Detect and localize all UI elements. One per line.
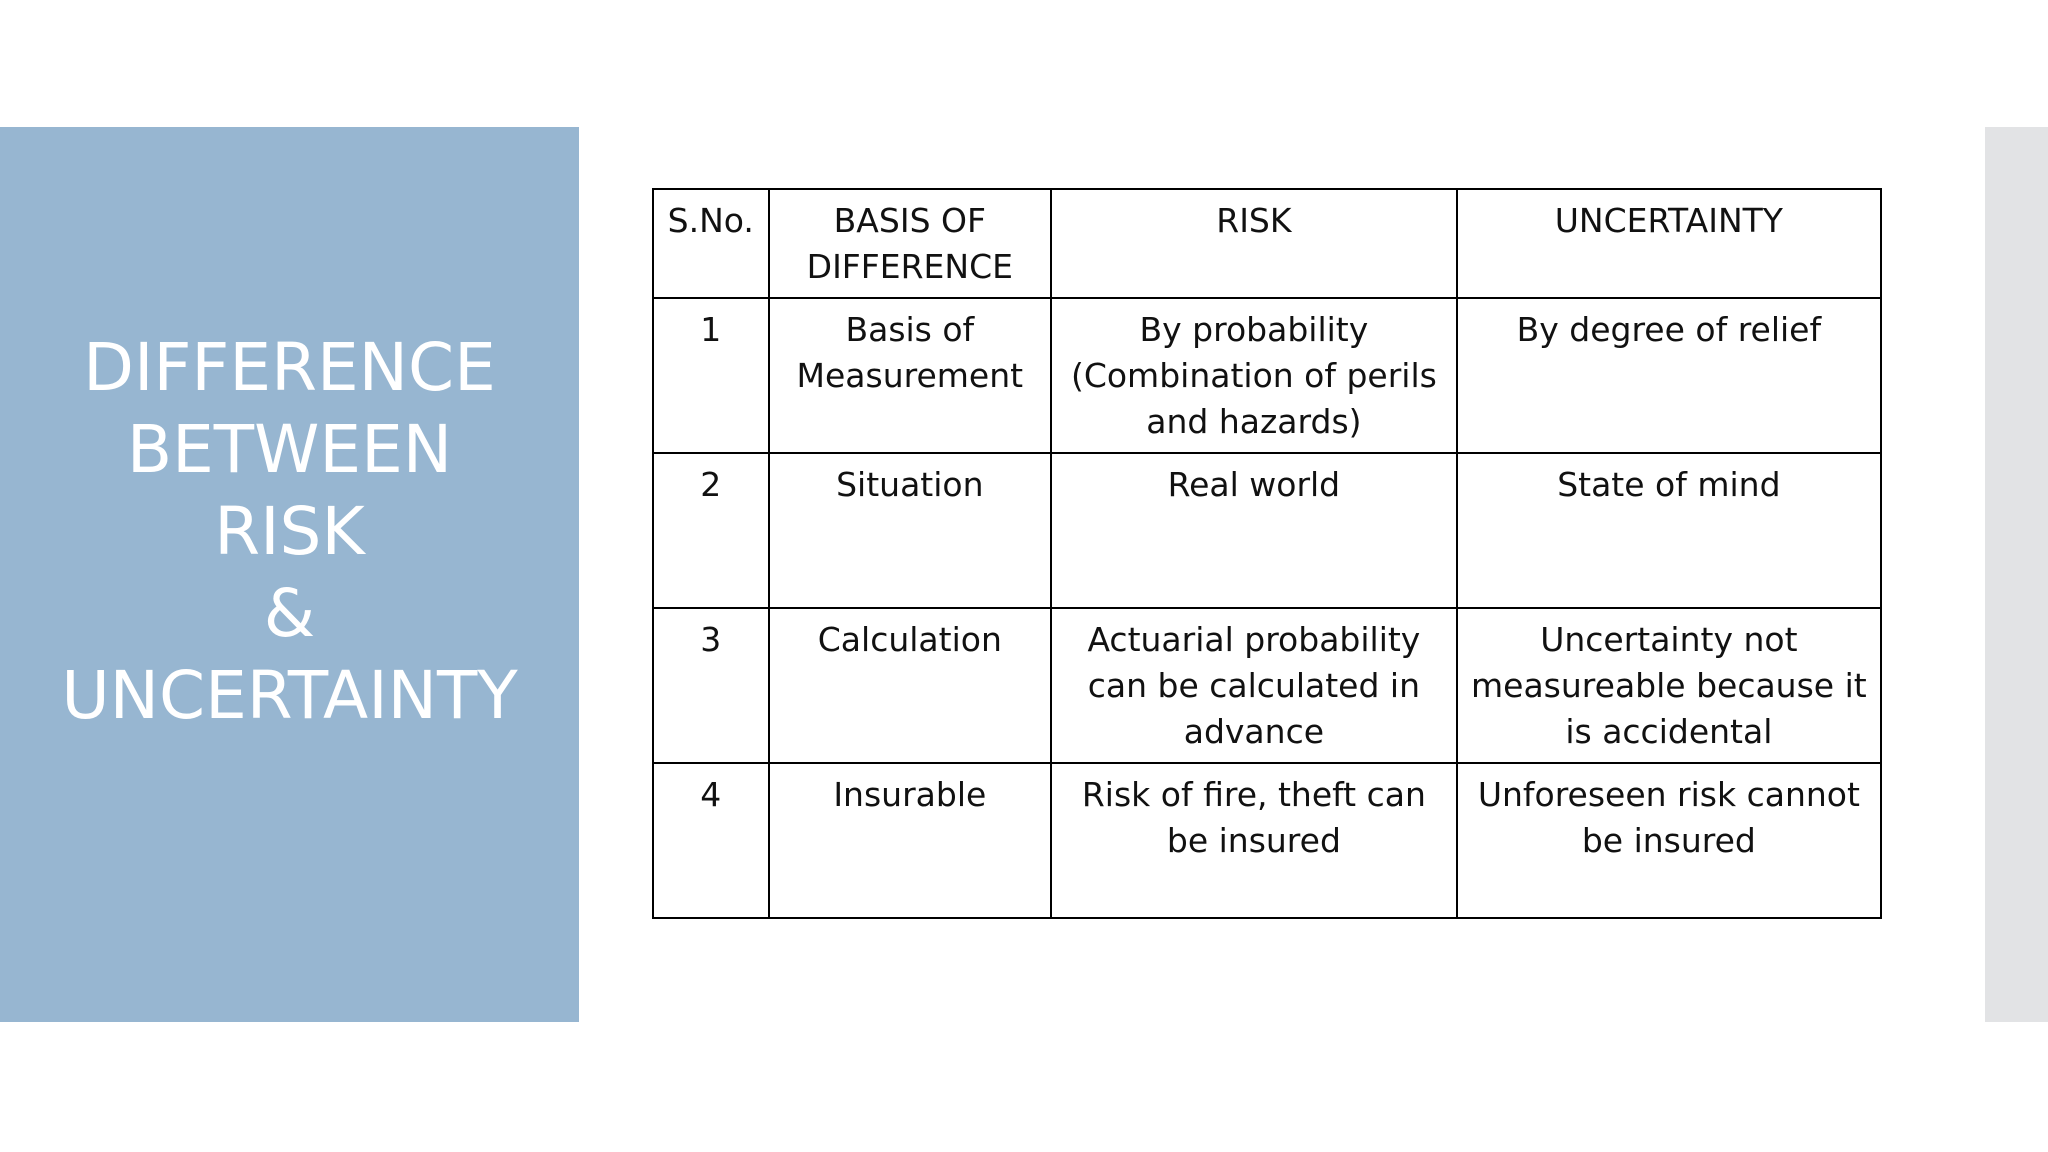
cell-sno: 2 bbox=[653, 453, 769, 608]
title-line-1: DIFFERENCE bbox=[83, 328, 496, 406]
comparison-table bbox=[652, 188, 1882, 919]
header-sno: S.No. bbox=[653, 189, 769, 298]
cell-risk: Actuarial probability can be calculated in advance bbox=[1051, 608, 1457, 763]
cell-uncertainty: State of mind bbox=[1457, 453, 1881, 608]
cell-uncertainty: Unforeseen risk cannot be insured bbox=[1457, 763, 1881, 918]
cell-sno: 1 bbox=[653, 298, 769, 453]
cell-sno: 4 bbox=[653, 763, 769, 918]
table-row bbox=[653, 298, 1881, 453]
title-line-3: RISK bbox=[214, 492, 365, 570]
cell-risk: By probability (Combination of perils and hazards) bbox=[1051, 298, 1457, 453]
cell-basis: Insurable bbox=[769, 763, 1051, 918]
title-line-4: & bbox=[263, 574, 316, 652]
cell-uncertainty: By degree of relief bbox=[1457, 298, 1881, 453]
header-risk: RISK bbox=[1051, 189, 1457, 298]
decorative-strip bbox=[1985, 127, 2048, 1022]
cell-basis: Calculation bbox=[769, 608, 1051, 763]
title-line-5: UNCERTAINTY bbox=[61, 656, 518, 734]
header-basis: BASIS OF DIFFERENCE bbox=[769, 189, 1051, 298]
title-line-2: BETWEEN bbox=[126, 410, 453, 488]
cell-risk: Risk of fire, theft can be insured bbox=[1051, 763, 1457, 918]
cell-uncertainty: Uncertainty not measureable because it is accidental bbox=[1457, 608, 1881, 763]
slide-title bbox=[61, 327, 517, 737]
table-header-row bbox=[653, 189, 1881, 298]
comparison-table-container bbox=[652, 188, 1882, 917]
table-row bbox=[653, 453, 1881, 608]
cell-basis: Basis of Measurement bbox=[769, 298, 1051, 453]
table-row bbox=[653, 763, 1881, 918]
cell-sno: 3 bbox=[653, 608, 769, 763]
cell-basis: Situation bbox=[769, 453, 1051, 608]
header-uncertainty: UNCERTAINTY bbox=[1457, 189, 1881, 298]
table-row bbox=[653, 608, 1881, 763]
title-panel bbox=[0, 127, 579, 1022]
cell-risk: Real world bbox=[1051, 453, 1457, 608]
